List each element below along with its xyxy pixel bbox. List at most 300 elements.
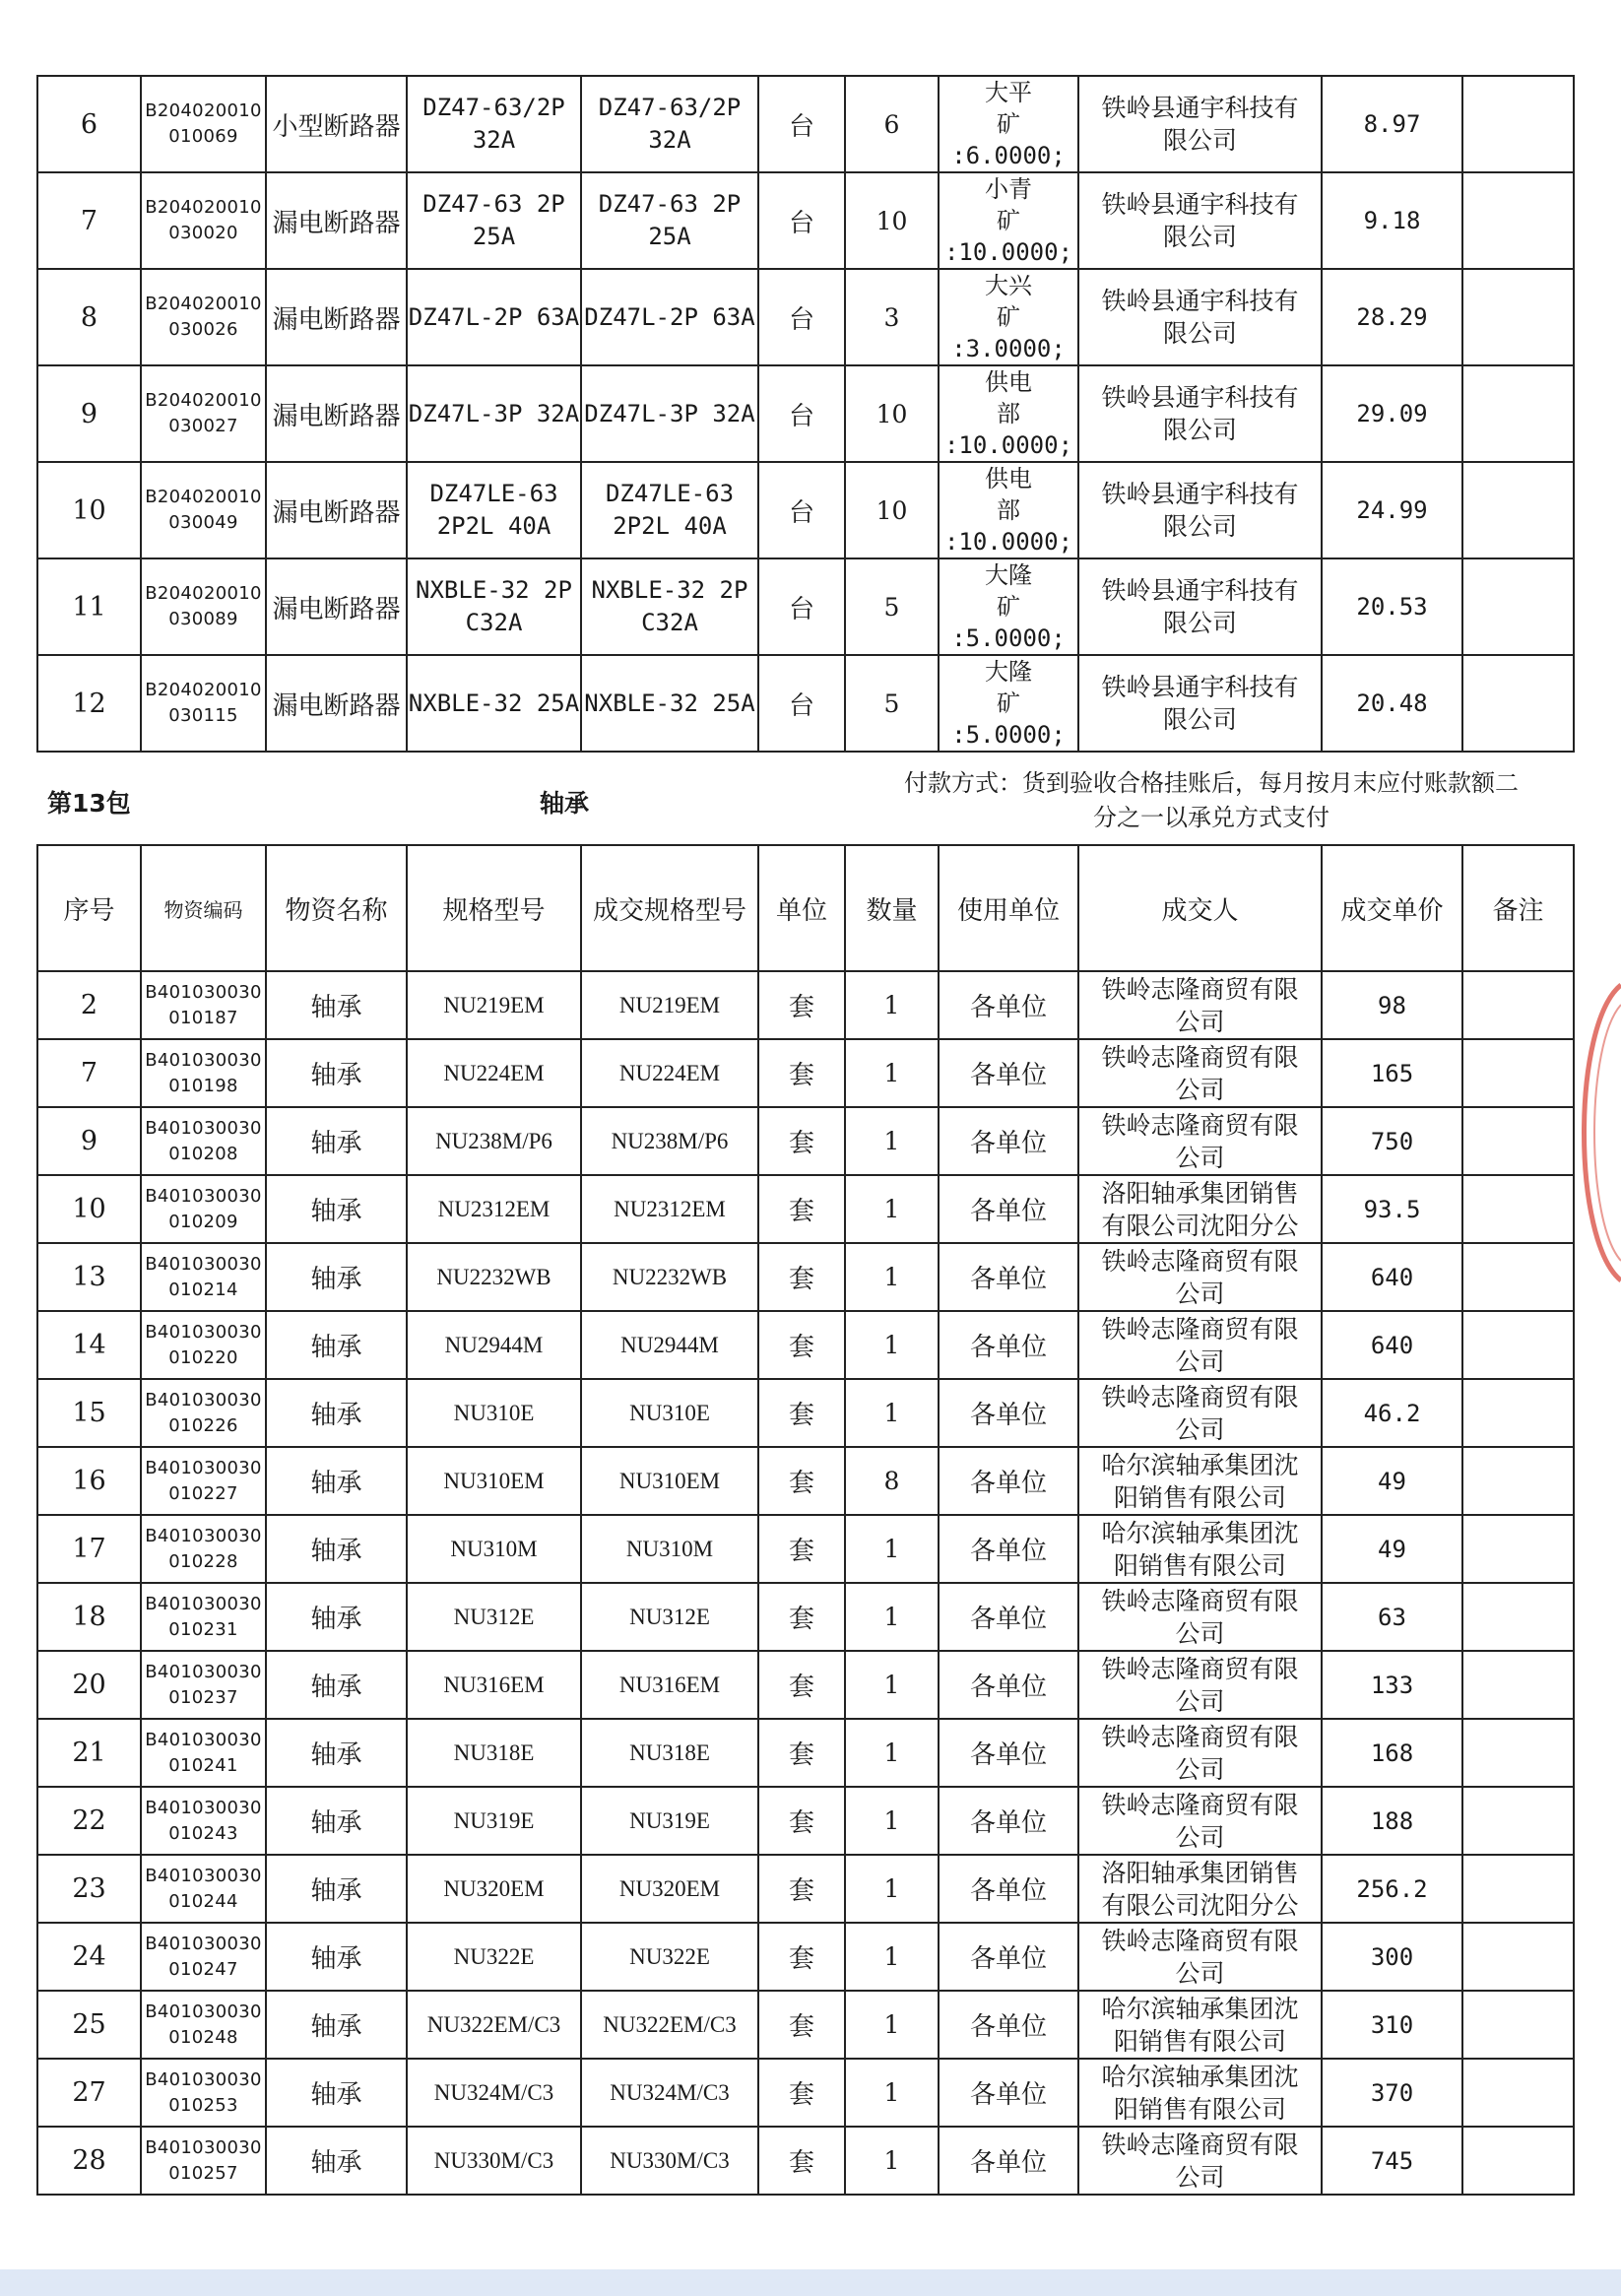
cell-code-line: 010237 [168,1686,238,1708]
cell-name: 轴承 [266,1651,407,1719]
cell-deal-spec: NU219EM [581,971,758,1039]
cell-spec: NU330M/C3 [407,2127,581,2195]
header-name: 物资名称 [266,845,407,971]
cell-name: 轴承 [266,1243,407,1311]
cell-unit: 台 [758,462,845,558]
cell-unit: 套 [758,1379,845,1447]
red-seal-stamp-icon [1562,965,1621,1300]
table-row [37,1447,1574,1515]
cell-seq: 10 [37,462,141,558]
cell-code-line: 010247 [168,1958,238,1980]
cell-dealer-line: 铁岭志隆商贸有限 [1101,1586,1299,1615]
cell-dealer-line: 限公司 [1162,319,1237,348]
cell-user: 各单位 [939,1311,1078,1379]
cell-name: 轴承 [266,1175,407,1243]
cell-dealer [1078,1855,1322,1923]
package-label: 第13包 [47,789,131,818]
cell-code [141,1923,266,1991]
cell-code-line: B401030030 [145,1661,262,1682]
cell-seq: 15 [37,1379,141,1447]
cell-spec: NU219EM [407,971,581,1039]
payment-line-2: 分之一以承兑方式支付 [1093,804,1329,831]
cell-code-line: 010209 [168,1211,238,1232]
cell-note [1462,172,1574,269]
cell-price: 188 [1322,1787,1462,1855]
cell-note [1462,462,1574,558]
cell-price: 28.29 [1322,269,1462,365]
cell-code-line: 010198 [168,1075,238,1096]
cell-dealer-line: 公司 [1175,1618,1225,1648]
cell-price: 9.18 [1322,172,1462,269]
cell-user [939,76,1078,172]
header-row [37,845,1574,971]
header-user: 使用单位 [939,845,1078,971]
cell-seq: 18 [37,1583,141,1651]
cell-spec-line: DZ47L-2P 63A [408,302,580,331]
cell-unit: 台 [758,76,845,172]
cell-deal-spec [581,76,758,172]
cell-user-line: 大兴 [985,272,1032,299]
cell-qty: 1 [845,2059,939,2127]
cell-deal-spec-line: DZ47LE-63 [605,480,735,507]
cell-spec-line: DZ47-63 2P [422,190,565,218]
table-row [37,1379,1574,1447]
package-13-bearing-table [36,844,1575,2196]
cell-deal-spec: NU2312EM [581,1175,758,1243]
cell-code-line: B204020010 [145,680,262,700]
cell-user-line: 大隆 [985,561,1032,589]
cell-unit: 套 [758,1175,845,1243]
table-row [37,971,1574,1039]
package-13-table-body [37,971,1574,2195]
cell-dealer [1078,655,1322,752]
table-row [37,2059,1574,2127]
cell-price: 49 [1322,1447,1462,1515]
cell-dealer-line: 铁岭县通宇科技有 [1101,190,1299,219]
cell-dealer [1078,1039,1322,1107]
cell-seq: 13 [37,1243,141,1311]
cell-seq: 11 [37,558,141,655]
cell-dealer-line: 限公司 [1162,705,1237,734]
cell-code [141,1515,266,1583]
cell-code-line: B401030030 [145,1933,262,1954]
cell-code-line: 010243 [168,1822,238,1844]
cell-price: 24.99 [1322,462,1462,558]
cell-deal-spec: NU310E [581,1379,758,1447]
header-spec: 规格型号 [407,845,581,971]
cell-note [1462,971,1574,1039]
cell-deal-spec [581,365,758,462]
cell-unit: 套 [758,1447,845,1515]
cell-user: 各单位 [939,1583,1078,1651]
cell-unit: 套 [758,1651,845,1719]
cell-dealer [1078,76,1322,172]
cell-price: 29.09 [1322,365,1462,462]
cell-user: 各单位 [939,1107,1078,1175]
cell-code-line: B401030030 [145,1593,262,1614]
cell-user [939,365,1078,462]
cell-code [141,76,266,172]
cell-name: 漏电断路器 [266,462,407,558]
cell-code-line: B401030030 [145,1865,262,1886]
cell-dealer-line: 哈尔滨轴承集团沈 [1101,1450,1299,1479]
cell-qty: 8 [845,1447,939,1515]
cell-price: 20.48 [1322,655,1462,752]
cell-name: 漏电断路器 [266,558,407,655]
cell-seq: 14 [37,1311,141,1379]
cell-code-line: B401030030 [145,2001,262,2022]
cell-deal-spec: NU238M/P6 [581,1107,758,1175]
cell-user [939,172,1078,269]
cell-user-line: 矿 [997,593,1020,621]
cell-spec: NU2232WB [407,1243,581,1311]
cell-note [1462,269,1574,365]
cell-spec: NU322EM/C3 [407,1991,581,2059]
package-title: 轴承 [540,789,590,818]
cell-dealer [1078,1379,1322,1447]
cell-dealer-line: 公司 [1175,1279,1225,1308]
cell-user: 各单位 [939,2059,1078,2127]
table-row [37,1651,1574,1719]
cell-unit: 套 [758,971,845,1039]
cell-user-line: :10.0000; [943,431,1073,459]
cell-spec-line: DZ47L-3P 32A [408,399,580,427]
cell-code-line: 010227 [168,1482,238,1504]
cell-code [141,1039,266,1107]
cell-user-line: :3.0000; [951,335,1066,362]
cell-dealer-line: 铁岭县通宇科技有 [1101,673,1299,701]
cell-name: 漏电断路器 [266,655,407,752]
cell-name: 轴承 [266,1855,407,1923]
cell-code-line: 010241 [168,1754,238,1776]
cell-code-line: 030115 [168,705,238,726]
cell-price: 20.53 [1322,558,1462,655]
cell-code-line: 030027 [168,416,238,436]
cell-price: 49 [1322,1515,1462,1583]
cell-dealer [1078,1311,1322,1379]
cell-price: 745 [1322,2127,1462,2195]
cell-name: 漏电断路器 [266,269,407,365]
cell-deal-spec: NU324M/C3 [581,2059,758,2127]
cell-code [141,1719,266,1787]
payment-terms [857,766,1566,835]
cell-qty: 1 [845,1855,939,1923]
cell-user: 各单位 [939,1175,1078,1243]
cell-user [939,269,1078,365]
cell-code-line: B204020010 [145,583,262,604]
cell-spec: NU322E [407,1923,581,1991]
cell-user: 各单位 [939,1039,1078,1107]
table-row [37,172,1574,269]
cell-code-line: B204020010 [145,100,262,121]
cell-unit: 台 [758,269,845,365]
cell-code-line: B401030030 [145,1117,262,1139]
cell-spec: NU319E [407,1787,581,1855]
cell-user: 各单位 [939,1719,1078,1787]
cell-deal-spec: NU2944M [581,1311,758,1379]
cell-code [141,1855,266,1923]
cell-code [141,2127,266,2195]
cell-price: 93.5 [1322,1175,1462,1243]
cell-spec-line: NXBLE-32 2P [416,576,572,604]
cell-deal-spec-line: DZ47-63/2P [598,94,742,121]
cell-code-line: B401030030 [145,981,262,1003]
cell-dealer-line: 公司 [1175,1007,1225,1036]
table-row [37,462,1574,558]
cell-qty: 1 [845,1651,939,1719]
table-row [37,365,1574,462]
cell-user: 各单位 [939,1787,1078,1855]
cell-dealer-line: 铁岭志隆商贸有限 [1101,1110,1299,1140]
cell-deal-spec-line: 2P2L 40A [613,512,727,540]
cell-code-line: 010226 [168,1414,238,1436]
table-row [37,1583,1574,1651]
cell-note [1462,1379,1574,1447]
cell-deal-spec-line: DZ47L-3P 32A [584,399,755,427]
cell-price: 46.2 [1322,1379,1462,1447]
cell-spec: NU310E [407,1379,581,1447]
cell-seq: 22 [37,1787,141,1855]
cell-seq: 24 [37,1923,141,1991]
cell-code-line: B204020010 [145,487,262,507]
table-row [37,558,1574,655]
cell-code-line: 030049 [168,512,238,533]
cell-deal-spec-line: DZ47L-2P 63A [584,302,755,331]
cell-user-line: :5.0000; [951,721,1066,749]
cell-spec [407,558,581,655]
cell-price: 63 [1322,1583,1462,1651]
cell-note [1462,1311,1574,1379]
cell-name: 轴承 [266,2059,407,2127]
cell-user-line: 大隆 [985,658,1032,686]
cell-seq: 27 [37,2059,141,2127]
cell-deal-spec: NU322EM/C3 [581,1991,758,2059]
cell-code-line: B401030030 [145,1321,262,1343]
cell-user: 各单位 [939,1855,1078,1923]
cell-code-line: 010069 [168,126,238,147]
cell-dealer [1078,172,1322,269]
cell-qty: 3 [845,269,939,365]
cell-name: 轴承 [266,1311,407,1379]
cell-user: 各单位 [939,1243,1078,1311]
table-row [37,1175,1574,1243]
cell-spec [407,269,581,365]
header-qty: 数量 [845,845,939,971]
cell-deal-spec: NU312E [581,1583,758,1651]
cell-note [1462,76,1574,172]
cell-spec-line: C32A [465,609,523,636]
cell-note [1462,1855,1574,1923]
cell-seq: 17 [37,1515,141,1583]
cell-qty: 6 [845,76,939,172]
payment-line-1: 付款方式：货到验收合格挂账后，每月按月末应付账款额二 [904,769,1519,797]
cell-dealer [1078,971,1322,1039]
cell-unit: 套 [758,1991,845,2059]
cell-dealer [1078,1787,1322,1855]
cell-user-line: 大平 [985,79,1032,106]
cell-code-line: 010187 [168,1007,238,1028]
cell-code [141,2059,266,2127]
header-code: 物资编码 [141,845,266,971]
table-row [37,1515,1574,1583]
cell-dealer [1078,1243,1322,1311]
cell-dealer-line: 铁岭县通宇科技有 [1101,576,1299,605]
cell-unit: 套 [758,1107,845,1175]
cell-price: 640 [1322,1311,1462,1379]
cell-code-line: B401030030 [145,1525,262,1546]
cell-code-line: 010248 [168,2026,238,2048]
cell-spec: NU318E [407,1719,581,1787]
cell-note [1462,1107,1574,1175]
cell-code [141,1379,266,1447]
cell-seq: 9 [37,365,141,462]
table-row [37,1311,1574,1379]
cell-price: 8.97 [1322,76,1462,172]
cell-unit: 套 [758,2059,845,2127]
cell-spec [407,365,581,462]
cell-qty: 1 [845,1175,939,1243]
cell-user-line: :6.0000; [951,142,1066,169]
cell-user-line: 矿 [997,110,1020,138]
cell-deal-spec: NU330M/C3 [581,2127,758,2195]
stamp-ring [1585,985,1621,1280]
cell-spec: NU2944M [407,1311,581,1379]
table-row [37,1923,1574,1991]
cell-deal-spec: NU319E [581,1787,758,1855]
cell-deal-spec: NU310M [581,1515,758,1583]
cell-deal-spec-line: 32A [648,126,691,154]
cell-seq: 10 [37,1175,141,1243]
cell-code-line: 010220 [168,1346,238,1368]
cell-dealer [1078,1515,1322,1583]
table-row [37,2127,1574,2195]
cell-dealer [1078,1107,1322,1175]
cell-code [141,655,266,752]
cell-code [141,971,266,1039]
cell-dealer-line: 铁岭志隆商贸有限 [1101,1382,1299,1411]
cell-dealer-line: 洛阳轴承集团销售 [1101,1178,1299,1208]
cell-deal-spec: NU318E [581,1719,758,1787]
cell-spec: NU2312EM [407,1175,581,1243]
table-header [37,845,1574,971]
cell-dealer [1078,2127,1322,2195]
header-price: 成交单价 [1322,845,1462,971]
cell-qty: 10 [845,462,939,558]
cell-qty: 1 [845,1923,939,1991]
cell-qty: 1 [845,1991,939,2059]
cell-seq: 2 [37,971,141,1039]
cell-dealer-line: 哈尔滨轴承集团沈 [1101,1994,1299,2023]
cell-spec-line: DZ47-63/2P [422,94,565,121]
cell-note [1462,365,1574,462]
cell-seq: 9 [37,1107,141,1175]
cell-dealer-line: 公司 [1175,1686,1225,1716]
cell-user-line: 部 [997,400,1020,427]
table-row [37,1719,1574,1787]
cell-code-line: B401030030 [145,1457,262,1478]
cell-price: 98 [1322,971,1462,1039]
cell-dealer [1078,462,1322,558]
cell-spec: NU224EM [407,1039,581,1107]
table-row [37,76,1574,172]
cell-deal-spec: NU320EM [581,1855,758,1923]
cell-qty: 1 [845,1583,939,1651]
cell-code [141,1243,266,1311]
cell-dealer-line: 限公司 [1162,416,1237,444]
cell-user-line: 部 [997,496,1020,524]
cell-qty: 1 [845,1311,939,1379]
cell-seq: 20 [37,1651,141,1719]
cell-dealer-line: 公司 [1175,1958,1225,1988]
cell-code-line: 010228 [168,1550,238,1572]
cell-note [1462,558,1574,655]
cell-unit: 套 [758,1583,845,1651]
cell-dealer-line: 铁岭志隆商贸有限 [1101,974,1299,1004]
cell-spec [407,462,581,558]
cell-code-line: B401030030 [145,1729,262,1750]
cell-code-line: 010244 [168,1890,238,1912]
cell-name: 漏电断路器 [266,365,407,462]
cell-user-line: 小青 [985,175,1032,203]
cell-spec: NU310EM [407,1447,581,1515]
cell-dealer-line: 铁岭县通宇科技有 [1101,383,1299,412]
cell-code-line: 030026 [168,319,238,340]
cell-user: 各单位 [939,1379,1078,1447]
cell-dealer-line: 铁岭志隆商贸有限 [1101,1790,1299,1819]
cell-dealer-line: 铁岭志隆商贸有限 [1101,1246,1299,1276]
cell-dealer [1078,558,1322,655]
cell-qty: 1 [845,1719,939,1787]
cell-price: 168 [1322,1719,1462,1787]
cell-dealer [1078,1719,1322,1787]
table-row [37,1787,1574,1855]
cell-dealer-line: 公司 [1175,2162,1225,2192]
cell-unit: 套 [758,1787,845,1855]
cell-dealer [1078,2059,1322,2127]
header-deal-spec: 成交规格型号 [581,845,758,971]
cell-seq: 16 [37,1447,141,1515]
cell-dealer [1078,1447,1322,1515]
cell-code-line: 010208 [168,1143,238,1164]
cell-dealer-line: 铁岭县通宇科技有 [1101,94,1299,122]
cell-code-line: B204020010 [145,197,262,218]
cell-dealer-line: 公司 [1175,1754,1225,1784]
cell-seq: 23 [37,1855,141,1923]
cell-qty: 1 [845,2127,939,2195]
cell-deal-spec: NU224EM [581,1039,758,1107]
cell-deal-spec-line: NXBLE-32 25A [584,689,755,717]
cell-seq: 8 [37,269,141,365]
cell-deal-spec [581,655,758,752]
cell-code-line: B401030030 [145,1185,262,1207]
cell-spec: NU316EM [407,1651,581,1719]
cell-dealer-line: 公司 [1175,1414,1225,1444]
cell-code-line: B401030030 [145,2068,262,2090]
cell-spec: NU312E [407,1583,581,1651]
table-row [37,655,1574,752]
cell-deal-spec: NU316EM [581,1651,758,1719]
cell-code-line: B401030030 [145,1253,262,1275]
cell-qty: 1 [845,1379,939,1447]
cell-note [1462,1991,1574,2059]
cell-user [939,558,1078,655]
cell-note [1462,1719,1574,1787]
cell-unit: 套 [758,1243,845,1311]
cell-deal-spec-line: 25A [648,223,691,250]
stamp-inner-ring [1594,1005,1621,1261]
cell-deal-spec-line: C32A [641,609,698,636]
cell-dealer-line: 限公司 [1162,126,1237,155]
